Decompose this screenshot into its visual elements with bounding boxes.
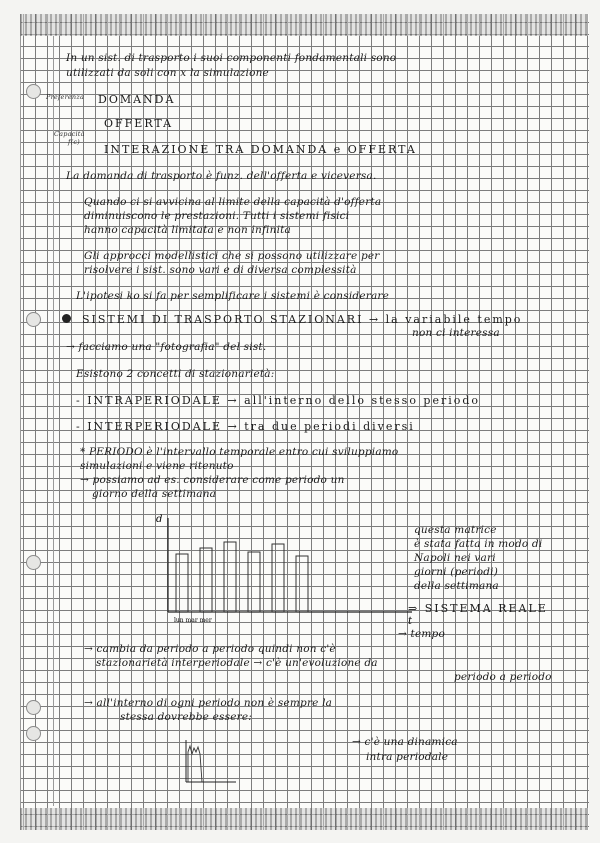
chart-demand-step-line: [176, 542, 308, 612]
binder-hole: [26, 312, 41, 327]
note-line: Quando ci si avvicina al limite della capacità d'offerta: [84, 196, 382, 208]
binder-hole: [26, 84, 41, 99]
note-line: simulazioni e viene ritenuto: [80, 460, 234, 472]
note-line: Esistono 2 concetti di stazionarietà:: [76, 368, 275, 380]
heading-interperiodale: - INTERPERIODALE → tra due periodi diversi: [76, 420, 415, 433]
side-tag: Capacità: [54, 130, 85, 138]
heading-sistemi: SISTEMI DI TRASPORTO STAZIONARI → la variabile tempo: [82, 313, 523, 326]
heading-sistema-reale: ⇒ SISTEMA REALE: [408, 602, 548, 615]
side-note: è stata fatta in modo di: [414, 538, 543, 550]
mini-chart-line: [188, 746, 202, 782]
heading-interazione: INTERAZIONE TRA DOMANDA e OFFERTA: [104, 143, 417, 156]
note-line: → all'interno di ogni periodo non è sempre la: [84, 697, 333, 709]
note-line: → facciamo una "fotografia" del sist.: [66, 341, 267, 353]
note-line: stessa dovrebbe essere:: [120, 711, 252, 723]
note-line: giorno della settimana: [92, 488, 217, 500]
note-line: In un sist. di trasporto i suoi componenti fondamentali sono: [66, 52, 397, 64]
note-line: → possiamo ad es. considerare come periodo un: [80, 474, 345, 486]
side-tag: f(c): [68, 138, 80, 146]
note-line: stazionarietà interperiodale → c'è un'evoluzione da: [96, 657, 378, 669]
note-line: utilizzati da soli con x la simulazione: [66, 67, 269, 79]
side-tag: Preferenza: [46, 93, 85, 101]
binder-hole: [26, 555, 41, 570]
chart-week-label: lun mar mer: [174, 617, 212, 624]
note-line: periodo a periodo: [454, 671, 552, 683]
heading-intraperiodale: - INTRAPERIODALE → all'interno dello stesso periodo: [76, 394, 481, 407]
heading-domanda: DOMANDA: [98, 93, 176, 106]
axis-note: → tempo: [398, 628, 445, 640]
note-line: Gli approcci modellistici che si possono utilizzare per: [84, 250, 380, 262]
binder-hole: [26, 726, 41, 741]
margin-line: [53, 36, 54, 806]
note-line: L'ipotesi ko si fa per semplificare i sistemi è considerare: [76, 290, 390, 302]
mini-chart: [178, 738, 238, 788]
note-line: → cambia da periodo a periodo quindi non c'è: [84, 643, 336, 655]
bottom-scan-noise: [20, 808, 588, 830]
note-line: → c'è una dinamica: [352, 736, 458, 748]
note-line: risolvere i sist. sono vari e di diversa complessità: [84, 264, 357, 276]
note-line: non ci interessa: [412, 327, 500, 339]
demand-chart: [152, 508, 422, 638]
chart-x-label: t: [408, 616, 413, 627]
top-scan-noise: [20, 14, 588, 36]
note-line: La domanda di trasporto è funz. dell'offerta e viceversa.: [66, 170, 377, 182]
note-line: * PERIODO è l'intervallo temporale entro cui sviluppiamo: [80, 446, 399, 458]
heading-offerta: OFFERTA: [104, 117, 174, 130]
side-note: questa matrice: [414, 524, 497, 536]
side-note: della settimana: [414, 580, 499, 592]
chart-y-label: d: [156, 514, 163, 525]
note-line: hanno capacità limitata e non infinita: [84, 224, 292, 236]
note-line: diminuiscono le prestazioni. Tutti i sistemi fisici: [84, 210, 350, 222]
note-line: intra periodale: [366, 751, 449, 763]
side-note: giorni (periodi): [414, 566, 498, 578]
side-note: Napoli nei vari: [414, 552, 496, 564]
binder-hole: [26, 700, 41, 715]
bullet-icon: [62, 314, 71, 323]
